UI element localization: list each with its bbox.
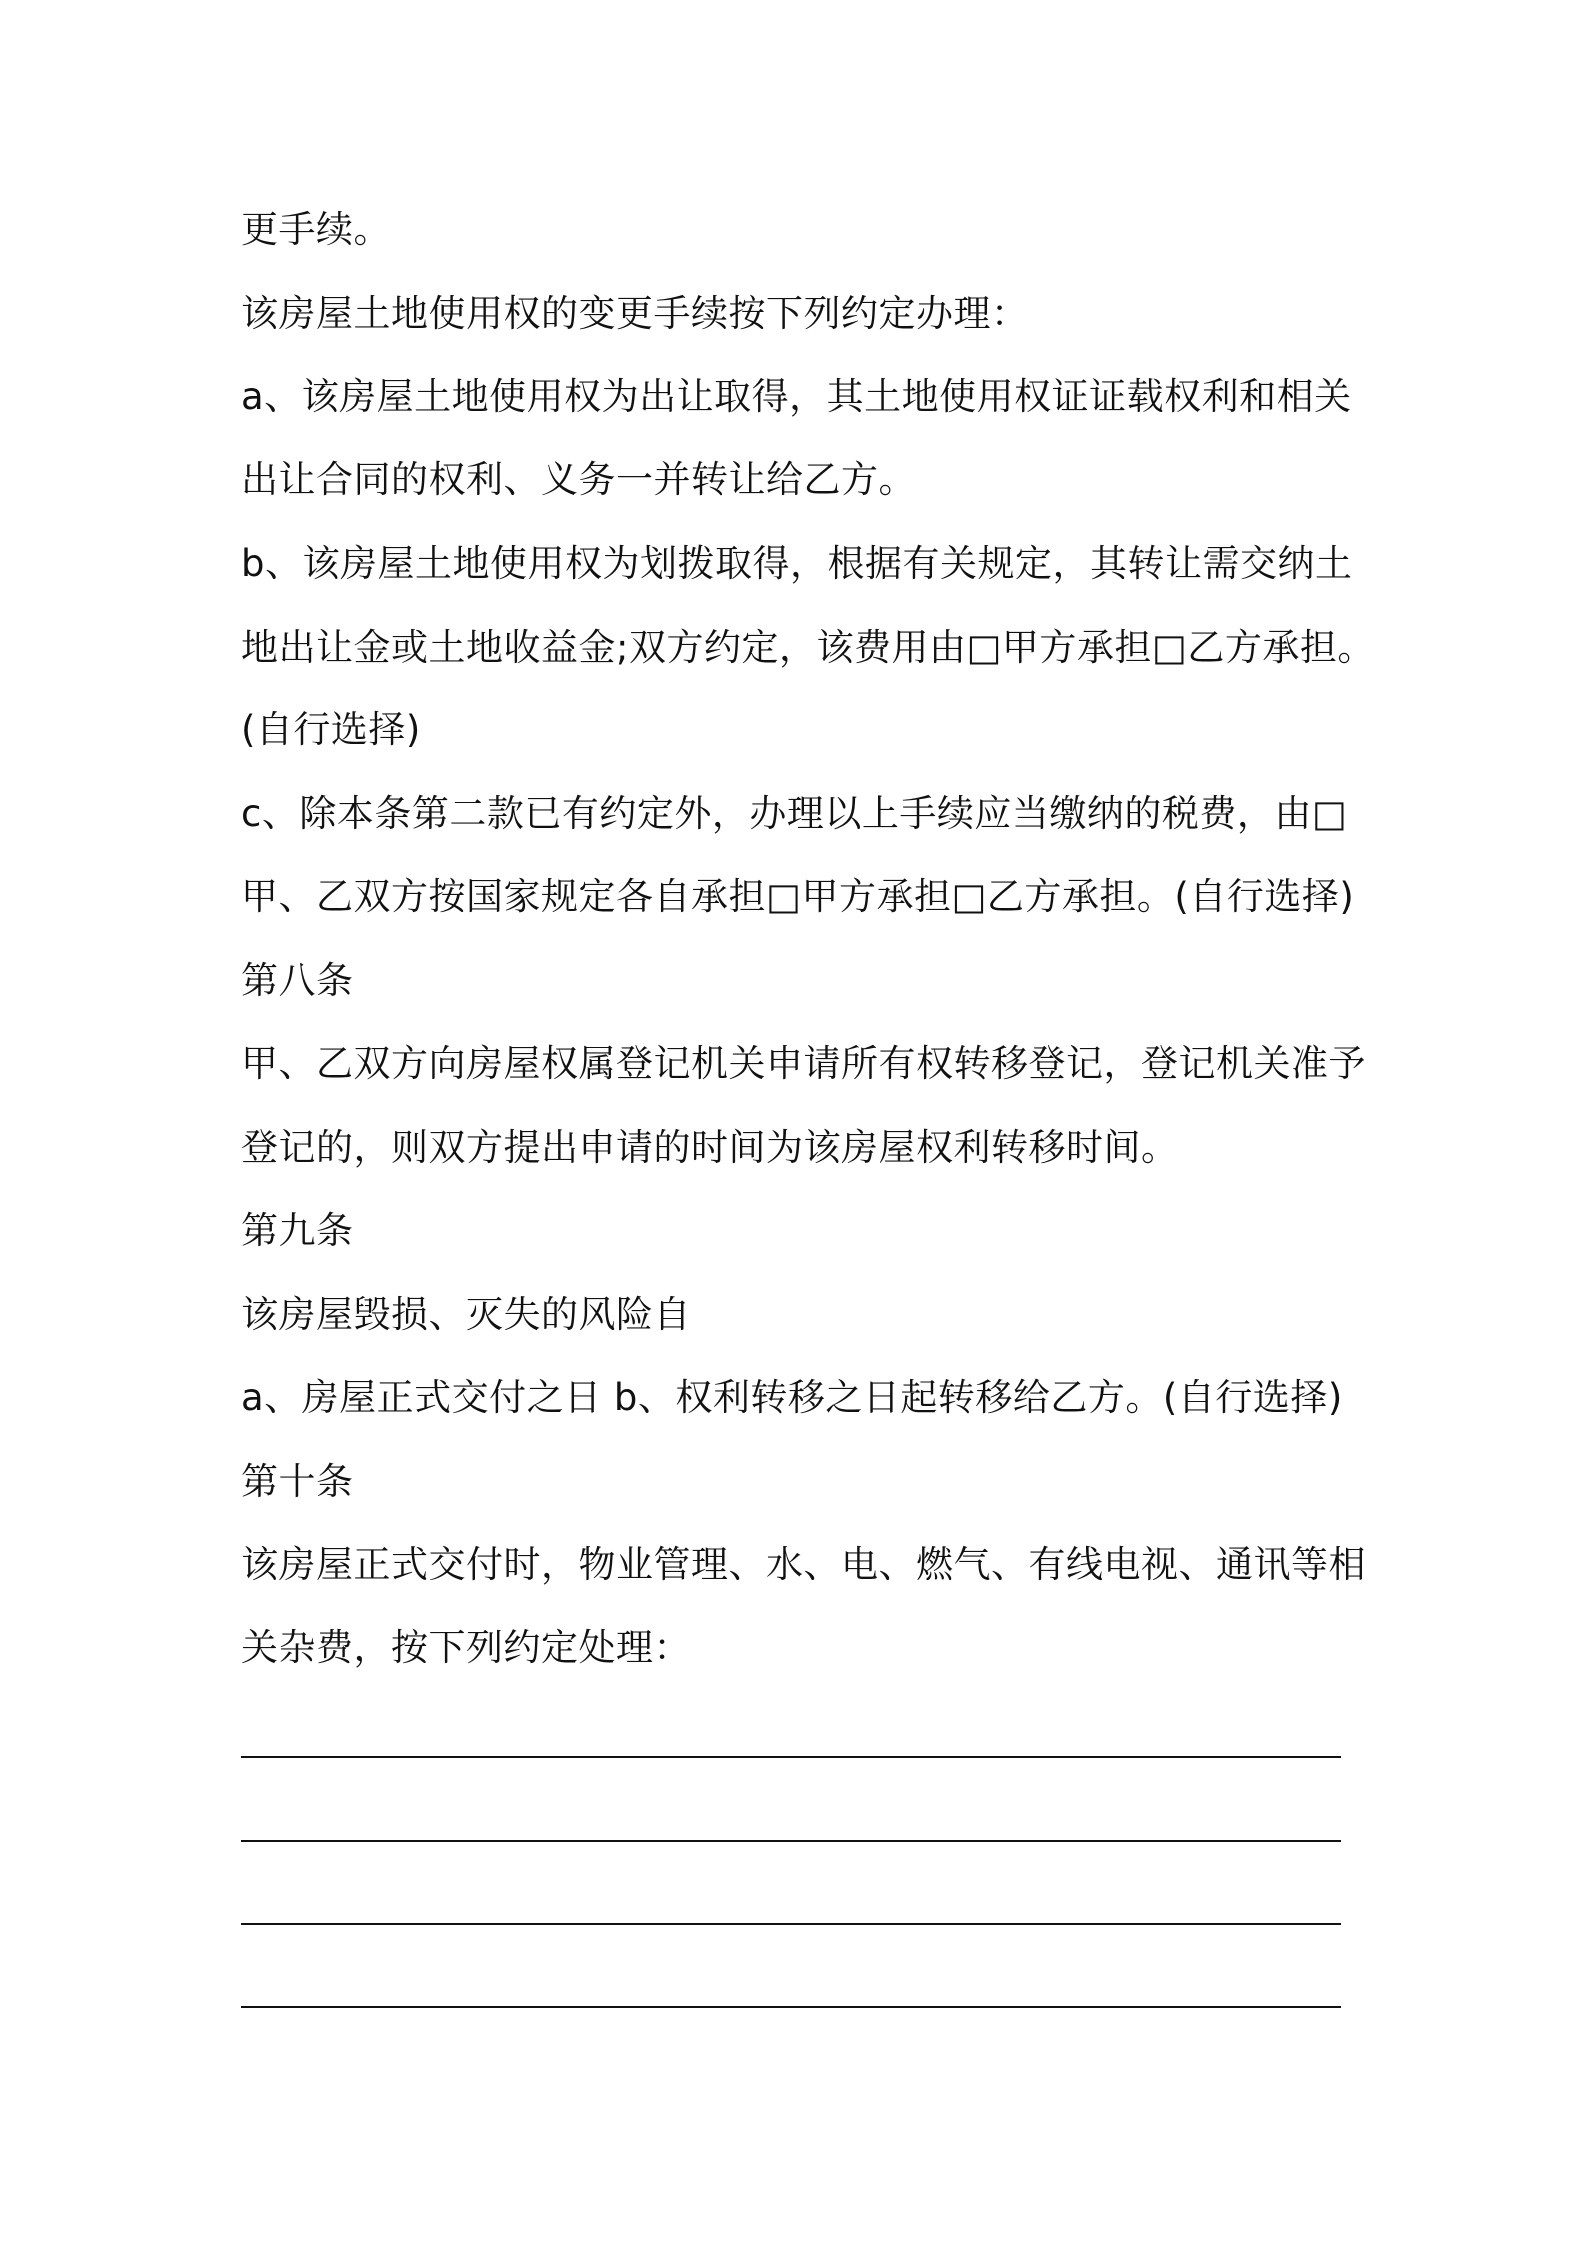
text-line: 更手续。 [241,208,391,251]
text-line: a、房屋正式交付之日 b、权利转移之日起转移给乙方。(自行选择) [241,1376,1343,1419]
text-line: 出让合同的权利、义务一并转让给乙方。 [241,458,916,501]
text-line: c、除本条第二款已有约定外，办理以上手续应当缴纳的税费，由□ [241,792,1348,835]
article-heading: 第八条 [241,959,354,1002]
fill-in-blank-line [241,2006,1341,2008]
fill-in-blank-line [241,1756,1341,1758]
article-heading: 第十条 [241,1460,354,1503]
text-line: 甲、乙双方按国家规定各自承担□甲方承担□乙方承担。(自行选择) [241,875,1355,918]
text-line: b、该房屋土地使用权为划拨取得，根据有关规定，其转让需交纳土 [241,542,1353,585]
text-line: 甲、乙双方向房屋权属登记机关申请所有权转移登记，登记机关准予 [241,1042,1366,1085]
text-line: 地出让金或土地收益金;双方约定，该费用由□甲方承担□乙方承担。 [241,626,1375,669]
text-line: 关杂费，按下列约定处理： [241,1626,691,1669]
fill-in-blank-line [241,1840,1341,1842]
text-line: 登记的，则双方提出申请的时间为该房屋权利转移时间。 [241,1126,1179,1169]
text-line: a、该房屋土地使用权为出让取得，其土地使用权证证载权利和相关 [241,375,1352,418]
text-line: 该房屋正式交付时，物业管理、水、电、燃气、有线电视、通讯等相 [241,1543,1366,1586]
article-heading: 第九条 [241,1209,354,1252]
text-line: 该房屋土地使用权的变更手续按下列约定办理： [241,292,1029,335]
fill-in-blank-line [241,1923,1341,1925]
text-line: 该房屋毁损、灭失的风险自 [241,1293,691,1336]
text-line: (自行选择) [241,708,421,751]
